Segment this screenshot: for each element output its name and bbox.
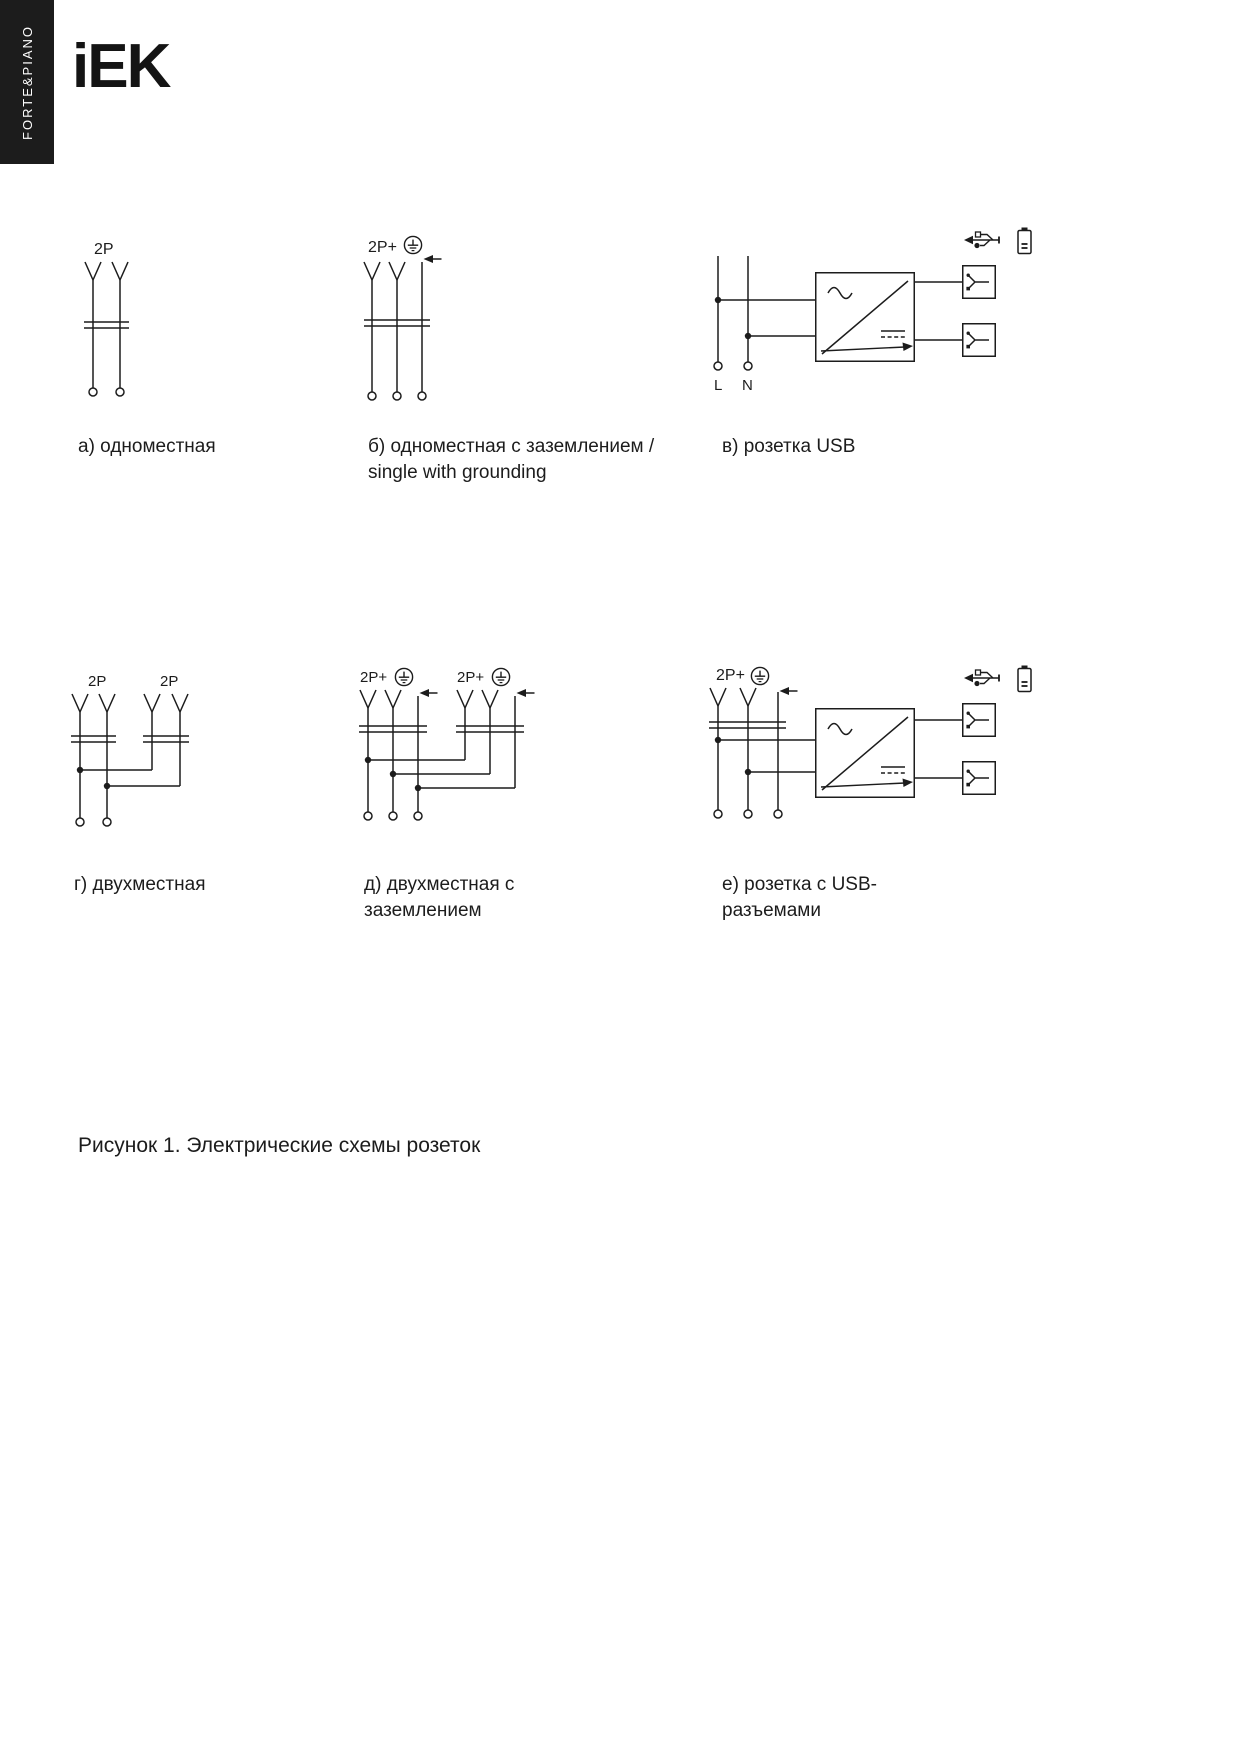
socket-contacts <box>364 255 442 392</box>
terminal-circles <box>89 388 124 396</box>
acdc-converter-icon <box>816 709 915 798</box>
caption-d: г) двухместная <box>74 874 206 895</box>
acdc-converter-icon <box>816 273 915 362</box>
ground-icon <box>404 236 421 253</box>
pole-count-label: 2P+ <box>716 667 745 684</box>
junction-dot <box>390 771 396 777</box>
junction-dot <box>715 297 721 303</box>
junction-dot <box>104 783 110 789</box>
junction-dot <box>745 769 751 775</box>
contact-fork-icon <box>740 688 756 706</box>
diagram-socket-with-usb <box>700 662 1045 847</box>
diagram-single-socket-grounded <box>360 232 525 422</box>
ground-icon <box>395 668 412 685</box>
contact-fork-icon <box>172 694 188 712</box>
caption-b-line1: б) одноместная с заземлением / <box>368 436 655 457</box>
usb-port-icon <box>963 266 996 299</box>
caption-c: в) розетка USB <box>722 436 856 457</box>
contact-fork-icon <box>385 690 401 708</box>
contact-fork-icon <box>389 262 405 280</box>
pole-count-label: 2P+ <box>368 239 397 256</box>
series-vertical-label: FORTE&PIANO <box>19 24 35 140</box>
socket-contacts <box>72 694 188 818</box>
pole-count-label: 2P+ <box>457 669 485 686</box>
diagram-single-socket <box>70 236 210 416</box>
socket-base-lines <box>71 736 189 742</box>
socket-contacts <box>85 262 128 388</box>
ground-contact-arrow-icon <box>780 687 798 695</box>
usb-icon <box>964 232 999 248</box>
neutral-terminal-label: N <box>742 377 753 394</box>
socket-contacts <box>710 687 798 810</box>
contact-fork-icon <box>482 690 498 708</box>
battery-icon <box>1018 228 1031 254</box>
terminal-circles <box>76 818 111 826</box>
terminal-circle <box>744 362 752 370</box>
junction-dot <box>715 737 721 743</box>
diagram-double-socket <box>66 670 256 845</box>
ground-contact-arrow-icon <box>420 689 438 697</box>
contact-fork-icon <box>364 262 380 280</box>
terminal-circles <box>364 812 422 820</box>
caption-b <box>368 434 654 486</box>
contact-fork-icon <box>360 690 376 708</box>
ground-icon <box>751 667 768 684</box>
caption-e <box>364 872 514 924</box>
terminal-circles <box>714 810 782 818</box>
output-wires <box>915 720 962 778</box>
diagram-double-socket-grounded <box>352 664 562 844</box>
diagram-usb-socket <box>700 224 1045 419</box>
supply-wires <box>718 740 815 772</box>
contact-fork-icon <box>99 694 115 712</box>
contact-fork-icon <box>72 694 88 712</box>
usb-icon <box>964 670 999 686</box>
socket-contacts <box>360 689 535 812</box>
socket-base-lines <box>359 726 524 732</box>
junction-dot <box>415 785 421 791</box>
terminal-circles <box>368 392 426 400</box>
terminal-circle <box>714 362 722 370</box>
contact-fork-icon <box>112 262 128 280</box>
socket-base-lines <box>84 322 129 328</box>
caption-b-line2: single with grounding <box>368 462 547 483</box>
usb-port-icon <box>963 704 996 737</box>
caption-e-line1: д) двухместная с <box>364 874 515 895</box>
pole-count-label: 2P+ <box>360 669 388 686</box>
caption-f-line1: е) розетка с USB- <box>722 874 877 895</box>
pole-count-label: 2P <box>88 673 107 690</box>
caption-f-line2: разъемами <box>722 900 821 921</box>
brand-sidebar <box>0 0 54 164</box>
battery-icon <box>1018 666 1031 692</box>
contact-fork-icon <box>144 694 160 712</box>
pole-count-label: 2P <box>94 241 114 258</box>
figure-caption: Рисунок 1. Электрические схемы розеток <box>78 1134 481 1157</box>
contact-fork-icon <box>710 688 726 706</box>
caption-e-line2: заземлением <box>364 900 482 921</box>
iek-logo: iEK <box>72 32 170 101</box>
caption-f <box>722 872 877 924</box>
line-terminal-label: L <box>714 377 723 394</box>
ground-icon <box>492 668 509 685</box>
contact-fork-icon <box>85 262 101 280</box>
usb-port-icon <box>963 324 996 357</box>
caption-a: а) одноместная <box>78 436 216 457</box>
supply-wires <box>718 256 815 362</box>
junction-dot <box>745 333 751 339</box>
contact-fork-icon <box>457 690 473 708</box>
pole-count-label: 2P <box>160 673 179 690</box>
ground-contact-arrow-icon <box>424 255 442 263</box>
output-wires <box>915 282 962 340</box>
usb-port-icon <box>963 762 996 795</box>
ground-contact-arrow-icon <box>517 689 535 697</box>
junction-dot <box>77 767 83 773</box>
junction-dot <box>365 757 371 763</box>
jumper-wires <box>80 770 180 786</box>
